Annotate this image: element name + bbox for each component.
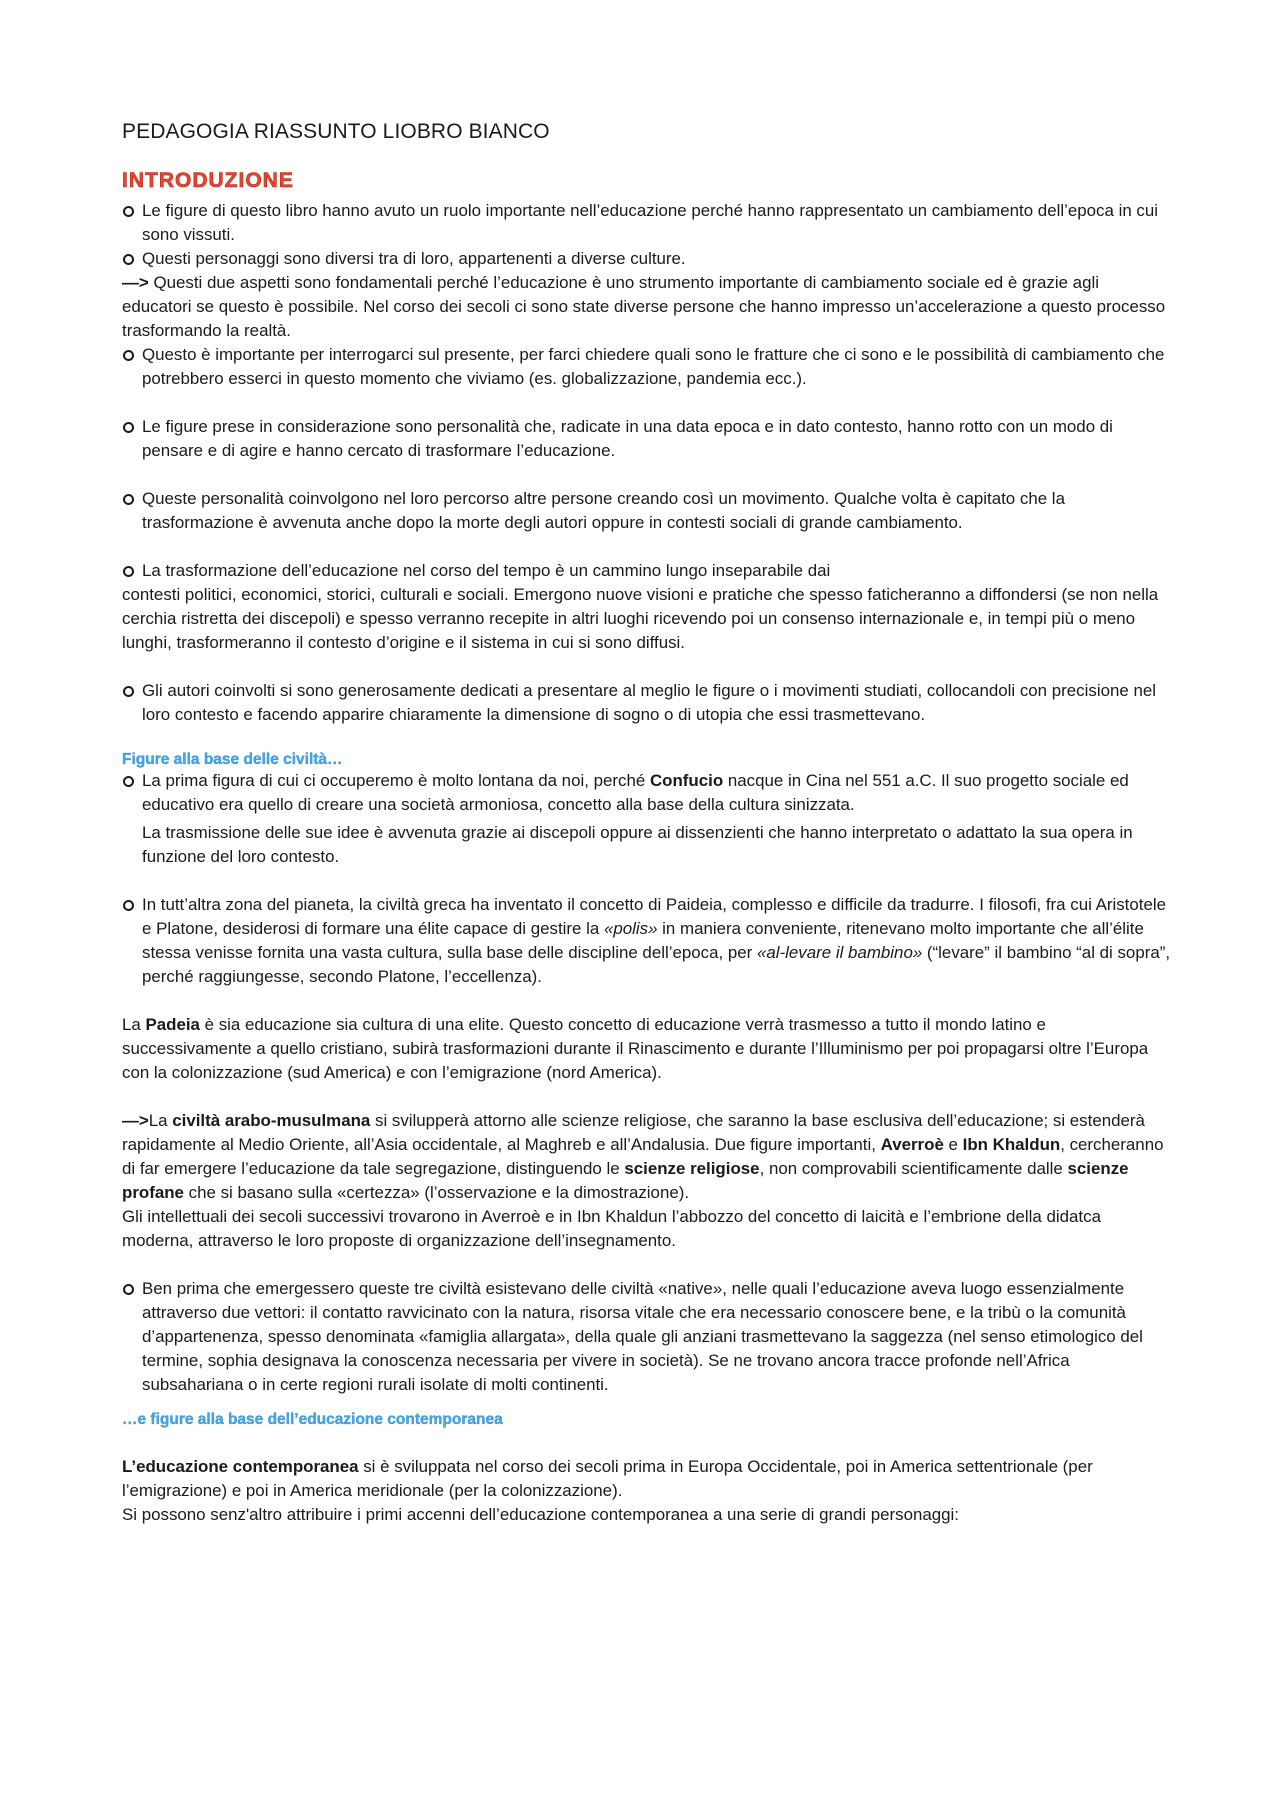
paragraph-contemporary: L’educazione contemporanea si è sviluppata nel corso dei secoli prima in Europa Occidentale, poi in America settentrionale (per l’emigrazione) e poi in America meridionale (per la colonizzazione). xyxy=(122,1457,1093,1500)
paragraph: La trasmissione delle sue idee è avvenuta grazie ai discepoli oppure ai dissenzienti che hanno interpretato o adattato la sua opera in funzione del loro contesto. xyxy=(142,823,1133,866)
bullet-item-native: Ben prima che emergessero queste tre civiltà esistevano delle civiltà «native», nelle quali l’educazione aveva luogo essenzialmente attraverso due vettori: il contatto ravvicinato con la natura, risorsa vitale che era necessario conoscere bene, e la tribù o la comunità d’appartenenza, spesso denominata «famiglia allargata», della quale gli anziani trasmettevano la saggezza (nel senso etimologico del termine, sophia designava la conoscenza necessaria per vivere in società). Se ne trovano ancora tracce profonde nell’Africa subsahariana o in certe regioni rurali isolate di molti continenti. xyxy=(122,1277,1172,1397)
bullet-item: Queste personalità coinvolgono nel loro percorso altre persone creando così un movimento. Qualche volta è capitato che la trasformazione è avvenuta anche dopo la morte degli autori oppure in contesti sociali di grande cambiamento. xyxy=(122,487,1172,535)
arrow-icon: —> xyxy=(122,273,149,292)
paragraph: Gli intellettuali dei secoli successivi trovarono in Averroè e in Ibn Khaldun l’abbozzo del concetto di laicità e l’embrione della didatca moderna, attraverso le loro proposte di organizzazione dell’insegnamento. xyxy=(122,1207,1101,1250)
paragraph-padeia: La Padeia è sia educazione sia cultura di una elite. Questo concetto di educazione verrà trasmesso a tutto il mondo latino e successivamente a quello cristiano, subirà trasformazioni durante il Rinascimento e durante l’Illuminismo per poi propagarsi oltre l’Europa con la colonizzazione (sud America) e con l’emigrazione (nord America). xyxy=(122,1015,1149,1082)
bullet-item: Le figure di questo libro hanno avuto un ruolo importante nell’educazione perché hanno rappresentato un cambiamento dell’epoca in cui sono vissuti. xyxy=(122,199,1172,247)
paragraph: contesti politici, economici, storici, culturali e sociali. Emergono nuove visioni e pratiche che spesso faticheranno a diffondersi (se non nella cerchia ristretta dei discepoli) e spesso verranno recepite in altri luoghi ricevendo poi un consenso internazionale e, in tempi più o meno lunghi, trasformeranno il contesto d’origine e il sistema in cui si sono diffusi. xyxy=(122,585,1159,652)
term-al-levare: «al-levare il bambino» xyxy=(756,943,923,962)
bullet-item: Le figure prese in considerazione sono personalità che, radicate in una data epoca e in dato contesto, hanno rotto con un modo di pensare e di agire e hanno cercato di trasformare l’educazione. xyxy=(122,415,1172,463)
arrow-paragraph: —> Questi due aspetti sono fondamentali perché l’educazione è uno strumento importante di cambiamento sociale ed è grazie agli educatori se questo è possibile. Nel corso dei secoli ci sono state diverse persone che hanno impresso un’accelerazione a questo processo trasformando la realtà. xyxy=(122,273,1166,340)
paragraph: Si possono senz'altro attribuire i primi accenni dell’educazione contemporanea a una serie di grandi personaggi: xyxy=(122,1505,959,1524)
contemporary-subheading: …e figure alla base dell’educazione contemporanea xyxy=(122,1411,503,1428)
bullet-item-confucio: La prima figura di cui ci occuperemo è molto lontana da noi, perché Confucio nacque in Cina nel 551 a.C. Il suo progetto sociale ed educativo era quello di creare una società armoniosa, concetto alla base della cultura sinizzata. xyxy=(122,769,1172,817)
bullet-item-paideia: In tutt’altra zona del pianeta, la civiltà greca ha inventato il concetto di Paideia, complesso e difficile da tradurre. I filosofi, fra cui Aristotele e Platone, desiderosi di formare una élite capace di gestire la «polis» in maniera conveniente, ritenevano molto importante che all’élite stessa venisse fornita una vasta cultura, sulla base delle discipline dell’epoca, per «al-levare il bambino» (“levare” il bambino “al di sopra”, perché raggiungesse, secondo Platone, l’eccellenza). xyxy=(122,893,1172,989)
bullet-item: Gli autori coinvolti si sono generosamente dedicati a presentare al meglio le figure o i movimenti studiati, collocandoli con precisione nel loro contesto e facendo apparire chiaramente la dimensione di sogno o di utopia che essi trasmettevano. xyxy=(122,679,1172,727)
paragraph-arab-civilization: —>La civiltà arabo-musulmana si svilupperà attorno alle scienze religiose, che saranno la base esclusiva dell’educazione; si estenderà rapidamente al Medio Oriente, all’Asia occidentale, al Maghreb e all’Andalusia. Due figure importanti, Averroè e Ibn Khaldun, cercheranno di far emergere l’educazione da tale segregazione, distinguendo le scienze religiose, non comprovabili scientificamente dalle scienze profane che si basano sulla «certezza» (l’osservazione e la dimostrazione). xyxy=(122,1111,1164,1202)
document-page xyxy=(122,120,1172,1527)
bullet-item: Questi personaggi sono diversi tra di loro, appartenenti a diverse culture. xyxy=(122,247,1172,271)
bullet-item: La trasformazione dell’educazione nel corso del tempo è un cammino lungo inseparabile dai xyxy=(122,559,1172,583)
document-title: PEDAGOGIA RIASSUNTO LIOBRO BIANCO xyxy=(122,120,550,143)
arrow-icon: —> xyxy=(122,1111,149,1130)
introduction-heading: INTRODUZIONE xyxy=(122,169,294,192)
bullet-item: Questo è importante per interrogarci sul presente, per farci chiedere quali sono le fratture che ci sono e le possibilità di cambiamento che potrebbero esserci in questo momento che viviamo (es. globalizzazione, pandemia ecc.). xyxy=(122,343,1172,391)
term-polis: «polis» xyxy=(603,919,658,938)
name-confucio: Confucio xyxy=(649,771,724,790)
civilizations-subheading: Figure alla base delle civiltà… xyxy=(122,751,343,768)
